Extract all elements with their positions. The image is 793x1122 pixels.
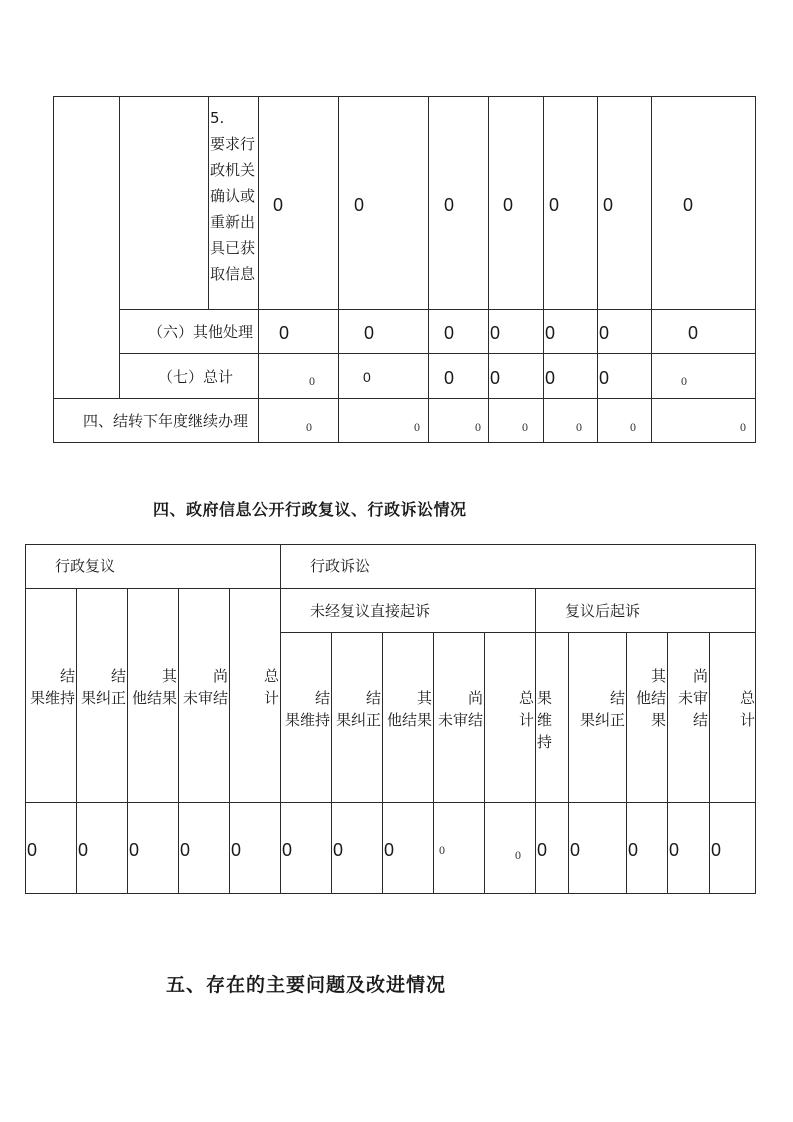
table1-item5-value-cell xyxy=(428,96,489,310)
direct-col-header: 尚 未审结 xyxy=(437,689,483,729)
after-col-header: 尚 未审 结 xyxy=(677,667,708,729)
review-header: 行政复议 xyxy=(55,557,116,575)
table1-item5-value: 0 xyxy=(683,195,694,215)
table1-item5-group-cell xyxy=(119,96,209,310)
table1-total-label: （七）总计 xyxy=(158,368,234,386)
review-col-header: 结 果纠正 xyxy=(80,667,126,707)
table2-value-cell xyxy=(626,802,668,894)
table1-other-value: 0 xyxy=(545,323,556,343)
table1-total-value: 0 xyxy=(599,368,610,388)
table2-value-cell xyxy=(127,802,179,894)
table1-item5-value-cell xyxy=(258,96,339,310)
review-col-header-cell xyxy=(127,588,179,803)
table1-total-value-cell xyxy=(428,353,489,399)
table1-item5-value-cell xyxy=(651,96,756,310)
table1-other-value: 0 xyxy=(279,323,290,343)
table1-carryover-value: 0 xyxy=(306,420,312,434)
table1-total-value: 0 xyxy=(363,369,371,385)
after-col-header-cell xyxy=(709,632,756,803)
table2-value: 0 xyxy=(333,840,344,860)
table1-carryover-value: 0 xyxy=(475,420,481,434)
table1-other-value: 0 xyxy=(599,323,610,343)
table1-total-value: 0 xyxy=(681,374,687,388)
table1-total-value-cell xyxy=(258,353,339,399)
review-header-cell xyxy=(25,544,281,589)
review-col-header-cell xyxy=(76,588,128,803)
table1-other-value: 0 xyxy=(364,323,375,343)
table1-other-value-cell xyxy=(258,309,339,354)
table1-total-value: 0 xyxy=(444,368,455,388)
table1-other-value: 0 xyxy=(444,323,455,343)
table2-value-cell xyxy=(535,802,569,894)
table1-other-value-cell xyxy=(597,309,652,354)
direct-suit-header: 未经复议直接起诉 xyxy=(310,602,431,620)
table2-value-cell xyxy=(484,802,536,894)
table1-item5-value: 0 xyxy=(549,195,560,215)
table1-other-value-cell xyxy=(338,309,429,354)
after-col-header-cell xyxy=(535,632,569,803)
table1-total-value-cell xyxy=(597,353,652,399)
after-col-header: 总 计 xyxy=(739,689,755,729)
table2-value-cell xyxy=(280,802,332,894)
table2-value-cell xyxy=(382,802,434,894)
litigation-header-cell xyxy=(280,544,756,589)
table1-carryover-value-cell xyxy=(428,398,489,443)
table2-value-cell xyxy=(568,802,627,894)
table1-total-value-cell xyxy=(338,353,429,399)
table1-other-value-cell xyxy=(428,309,489,354)
after-review-header: 复议后起诉 xyxy=(565,602,641,620)
table2-value: 0 xyxy=(439,843,445,857)
table1-item5-value: 0 xyxy=(354,195,365,215)
direct-col-header-cell xyxy=(484,632,536,803)
table2-value-cell xyxy=(331,802,383,894)
table1-item5-label: 5. 要求行 政机关 确认或 重新出 具已获 取信息 xyxy=(210,109,256,283)
table2-value: 0 xyxy=(78,840,89,860)
table1-item5-value: 0 xyxy=(503,195,514,215)
table1-item5-value: 0 xyxy=(273,195,284,215)
table2-value: 0 xyxy=(515,848,521,862)
table2-value: 0 xyxy=(711,840,722,860)
after-col-header-cell xyxy=(568,632,627,803)
litigation-header: 行政诉讼 xyxy=(310,557,371,575)
table2-value: 0 xyxy=(129,840,140,860)
after-col-header: 其 他结 果 xyxy=(635,667,666,729)
direct-col-header-cell xyxy=(382,632,434,803)
table1-total-value-cell xyxy=(488,353,544,399)
table2-value-cell xyxy=(25,802,77,894)
table1-other-value-cell xyxy=(543,309,598,354)
after-col-header-cell xyxy=(667,632,710,803)
table2-value-cell xyxy=(229,802,281,894)
after-review-header-cell xyxy=(535,588,756,633)
table1-other-label-cell xyxy=(119,309,259,354)
table2-value: 0 xyxy=(27,840,38,860)
table1-carryover-value-cell xyxy=(488,398,544,443)
direct-col-header-cell xyxy=(331,632,383,803)
table1-left-merged-cell xyxy=(53,96,120,399)
table1-carryover-value-cell xyxy=(651,398,756,443)
table1-carryover-value: 0 xyxy=(522,420,528,434)
table1-carryover-label-cell xyxy=(53,398,259,443)
table1-total-value-cell xyxy=(651,353,756,399)
table1-item5-value-cell xyxy=(597,96,652,310)
table1-carryover-value: 0 xyxy=(740,420,746,434)
direct-suit-header-cell xyxy=(280,588,536,633)
table2-value: 0 xyxy=(231,840,242,860)
review-col-header-cell xyxy=(229,588,281,803)
table1-carryover-label: 四、结转下年度继续办理 xyxy=(83,412,249,430)
table1-item5-value-cell xyxy=(338,96,429,310)
table1-other-value-cell xyxy=(651,309,756,354)
table2-value-cell xyxy=(433,802,485,894)
table1-total-label-cell xyxy=(119,353,259,399)
table2-value-cell xyxy=(178,802,230,894)
table1-carryover-value: 0 xyxy=(630,420,636,434)
table2-value-cell xyxy=(667,802,710,894)
table1-item5-value: 0 xyxy=(444,195,455,215)
table1-other-label: （六）其他处理 xyxy=(148,323,254,341)
direct-col-header: 结 果维持 xyxy=(284,689,330,729)
table2-value: 0 xyxy=(570,840,581,860)
table2-value: 0 xyxy=(384,840,395,860)
table1-item5-value: 0 xyxy=(603,195,614,215)
section5-heading: 五、存在的主要问题及改进情况 xyxy=(166,974,447,996)
direct-col-header: 总 计 xyxy=(518,689,534,729)
table1-total-value: 0 xyxy=(545,368,556,388)
review-col-header: 其 他结果 xyxy=(131,667,177,707)
section4-heading: 四、政府信息公开行政复议、行政诉讼情况 xyxy=(153,500,467,519)
after-col-header-cell xyxy=(626,632,668,803)
table1-carryover-value-cell xyxy=(258,398,339,443)
table2-value-cell xyxy=(709,802,756,894)
table2-value: 0 xyxy=(628,840,639,860)
table1-item5-label-cell xyxy=(208,96,259,310)
after-col-header: 果 维 持 xyxy=(537,689,553,751)
review-col-header: 尚 未审结 xyxy=(182,667,228,707)
review-col-header-cell xyxy=(178,588,230,803)
table1-carryover-value-cell xyxy=(543,398,598,443)
table2-value: 0 xyxy=(180,840,191,860)
table1-other-value: 0 xyxy=(688,323,699,343)
table2-value: 0 xyxy=(282,840,293,860)
table1-other-value-cell xyxy=(488,309,544,354)
table2-value: 0 xyxy=(669,840,680,860)
review-col-header-cell xyxy=(25,588,77,803)
direct-col-header-cell xyxy=(280,632,332,803)
direct-col-header: 结 果纠正 xyxy=(335,689,381,729)
review-col-header: 总 计 xyxy=(263,667,279,707)
table2-value-cell xyxy=(76,802,128,894)
table1-carryover-value-cell xyxy=(597,398,652,443)
table1-total-value-cell xyxy=(543,353,598,399)
table1-other-value: 0 xyxy=(490,323,501,343)
direct-col-header-cell xyxy=(433,632,485,803)
after-col-header: 结 果纠正 xyxy=(579,689,625,729)
table2-value: 0 xyxy=(537,840,548,860)
table1-carryover-value: 0 xyxy=(576,420,582,434)
table1-item5-value-cell xyxy=(543,96,598,310)
table1-carryover-value: 0 xyxy=(414,420,420,434)
table1-item5-value-cell xyxy=(488,96,544,310)
review-col-header: 结 果维持 xyxy=(29,667,75,707)
table1-total-value: 0 xyxy=(309,374,315,388)
direct-col-header: 其 他结果 xyxy=(386,689,432,729)
table1-carryover-value-cell xyxy=(338,398,429,443)
table1-total-value: 0 xyxy=(490,368,501,388)
